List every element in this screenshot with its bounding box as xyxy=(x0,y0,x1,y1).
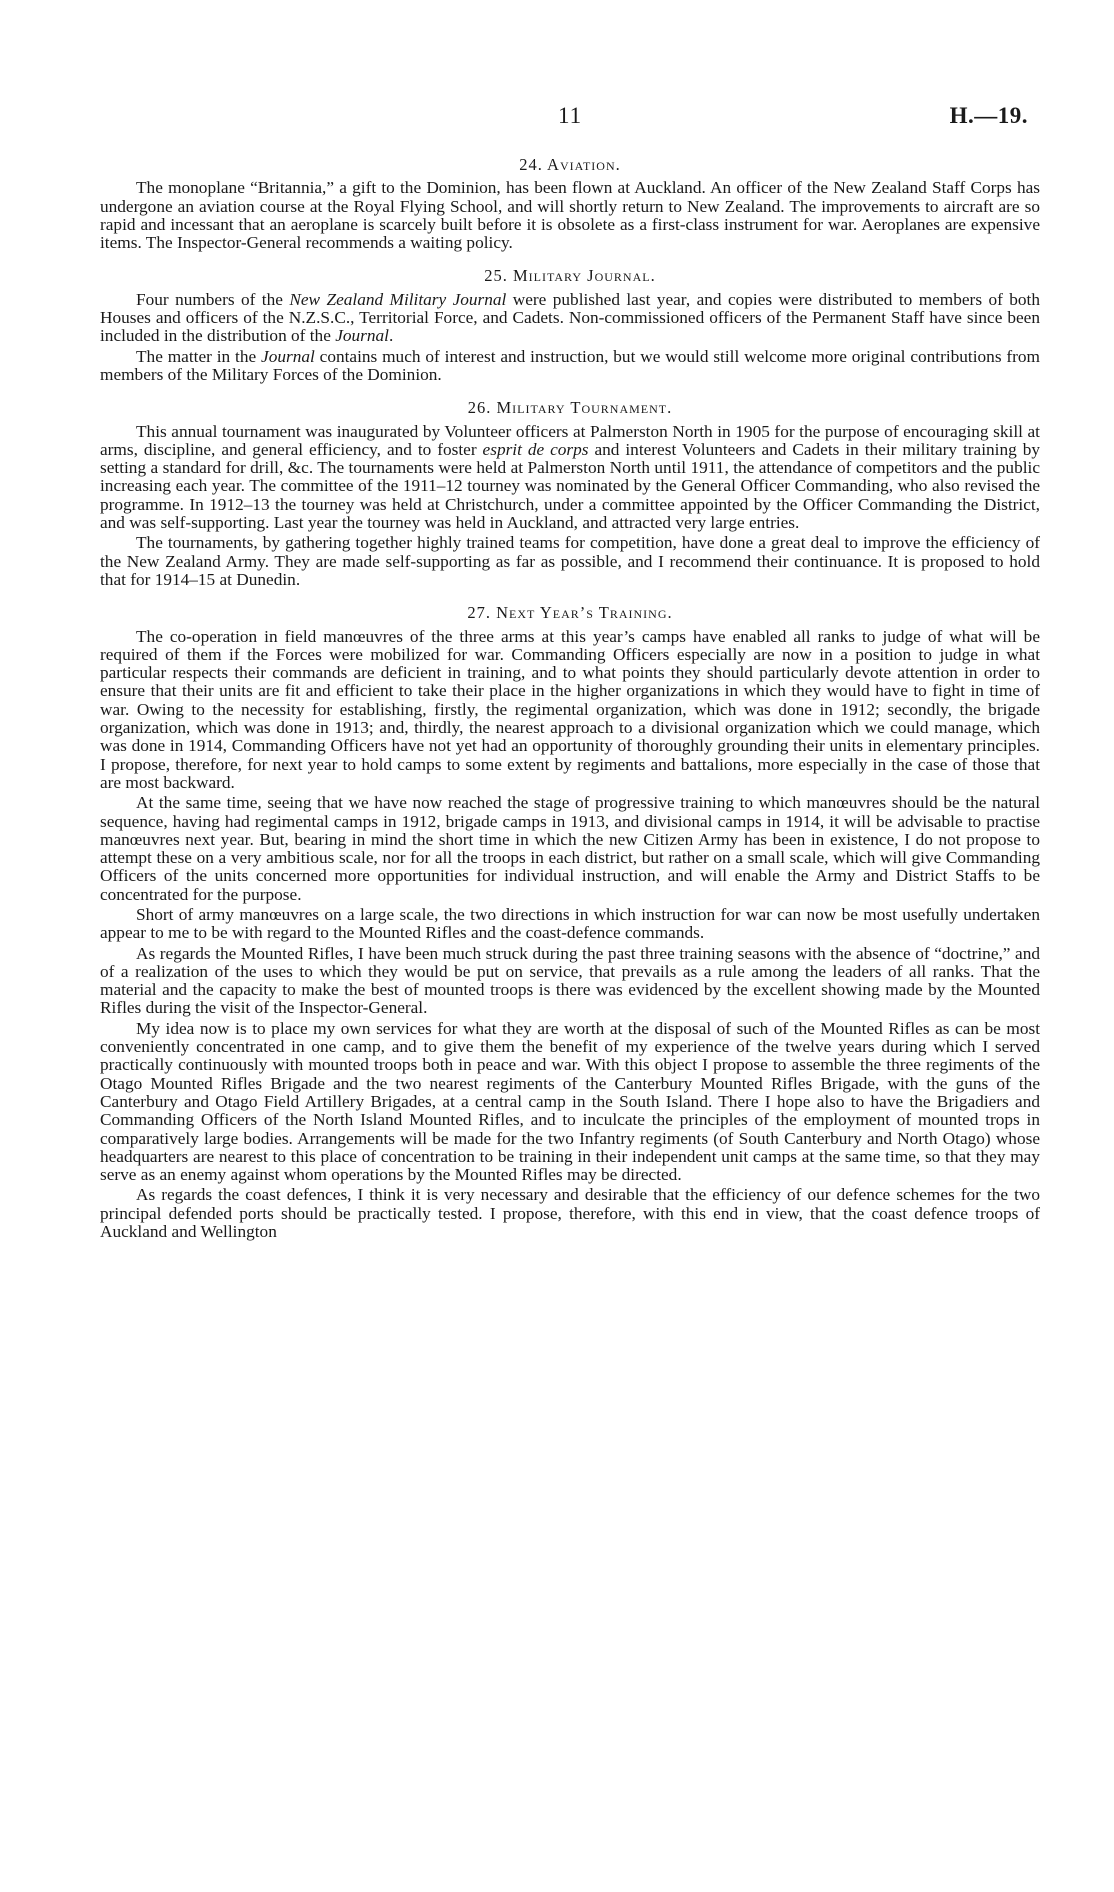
paragraph xyxy=(100,906,1040,943)
paragraph xyxy=(100,1186,1040,1241)
italic-text: Journal xyxy=(261,346,315,366)
section xyxy=(100,399,1040,589)
paragraph-text: This annual tournament was inaugurated by Volunteer officers at Palmerston North in 1905 for the purpose of encouraging skill at arms, discipline, and general efficiency, and to foster xyxy=(100,421,1040,459)
paragraph-text: . xyxy=(388,326,394,346)
paragraph-text: As regards the Mounted Rifles, I have been much struck during the past three training seasons with the absence of “doctrine,” and of a realization of the uses to which they would be put on service, that prevails as a rule among the leaders of all ranks. That the material and the capacity to make the best of mounted troops is there was evidenced by the excellent showing made by the Mounted Rifles during the visit of the Inspector-General. xyxy=(100,943,1040,1018)
italic-text: Journal xyxy=(335,326,389,346)
paragraph xyxy=(100,945,1040,1018)
section-heading: 25. Military Journal. xyxy=(484,266,656,286)
paragraph-text: The tournaments, by gathering together highly trained teams for competition, have done a great deal to improve the efficiency of the New Zealand Army. They are made self-supporting as far as possible, and I recommend their continuance. It is proposed to hold that for 1914–15 at Dunedin. xyxy=(100,533,1040,589)
paragraph-text: My idea now is to place my own services for what they are worth at the disposal of such of the Mounted Rifles as can be most conveniently concentrated in one camp, and to give them the benefit of my experience of the twelve years during which I served practically continuously with mounted troops both in peace and war. With this object I propose to assemble the three regiments of the Otago Mounted Rifles Brigade and the two nearest regiments of the Canterbury Mounted Rifles Brigade, with the guns of the Canterbury and Otago Field Artillery Brigades, at a central camp in the South Island. There I hope also to have the Brigadiers and Commanding Officers of the North Island Mounted Rifles, and to inculcate the principles of the employment of mounted trops in comparatively large bodies. Arrangements will be made for the two Infantry regiments (of South Canterbury and North Otago) whose headquarters are nearest to this place of concentration to be training in their independent unit camps at the same time, so that they may serve as an enemy against whom operations by the Mounted Rifles may be directed. xyxy=(100,1018,1040,1185)
paragraph-text: As regards the coast defences, I think it is very necessary and desirable that the efficiency of our defence schemes for the two principal defended ports should be practically tested. I propose, therefore, with this end in view, that the coast defence troops of Auckland and Wellington xyxy=(100,1185,1040,1242)
document-body xyxy=(100,156,1040,1256)
paragraph-text: The monoplane “Britannia,” a gift to the Dominion, has been flown at Auckland. An officer of the New Zealand Staff Corps has undergone an aviation course at the Royal Flying School, and will shortly return to New Zealand. The improvements to aircraft are so rapid and incessant that an aeroplane is scarcely built before it is obsolete as a first-class instrument for war. Aeroplanes are expensive items. The Inspector-General recommends a waiting policy. xyxy=(100,178,1040,253)
paragraph xyxy=(100,423,1040,533)
paragraph-text: The co-operation in field manœuvres of the three arms at this year’s camps have enabled all ranks to judge of what will be required of them if the Forces were mobilized for war. Commanding Officers especially are now in a position to judge in what particular respects their commands are deficient in training, and to what points they should particularly devote attention in order to ensure that their units are fit and efficient to take their place in the higher organizations in which they would have to fight in time of war. Owing to the necessity for establishing, firstly, the regimental organization, which was done in 1912; secondly, the brigade organization, which was done in 1913; and, thirdly, the nearest approach to a divisional organization which we could manage, which was done in 1914, Commanding Officers have not yet had an opportunity of thoroughly grounding their units in elementary principles. I propose, therefore, for next year to hold camps to some extent by regiments and battalions, more especially in the case of those that are most backward. xyxy=(100,626,1040,792)
paragraph-text: contains much of interest and instruction, but we would still welcome more original contributions from members of the Military Forces of the Dominion. xyxy=(100,346,1041,384)
paragraph xyxy=(100,534,1040,589)
paragraph xyxy=(100,1020,1040,1185)
paragraph-text: were published last year, and copies were distributed to members of both Houses and officers of the N.Z.S.C., Territorial Force, and Cadets. Non-commissioned officers of the Permanent Staff have since been included in the distribution of the xyxy=(100,289,1040,346)
page-header xyxy=(0,103,1114,139)
paragraph xyxy=(100,628,1040,793)
paragraph xyxy=(100,291,1040,346)
paragraph-text: Short of army manœuvres on a large scale, the two directions in which instruction for war can now be most usefully undertaken appear to me to be with regard to the Mounted Rifles and the coast-defence commands. xyxy=(100,904,1040,943)
paragraph-text: At the same time, seeing that we have now reached the stage of progressive training to which manœuvres should be the natural sequence, having had regimental camps in 1912, brigade camps in 1913, and divisional camps in 1914, it will be advisable to practise manœuvres next year. But, bearing in mind the short time in which the new Citizen Army has been in existence, I do not propose to attempt these on a very ambitious scale, nor for all the troops in each district, but rather on a small scale, which will give Commanding Officers of the units concerned more opportunities for individual instruction, and will enable the Army and District Staffs to be concentrated for the purpose. xyxy=(100,793,1040,904)
paragraph xyxy=(100,179,1040,252)
paragraph xyxy=(100,348,1040,385)
page-number: 11 xyxy=(558,103,583,128)
document-reference: H.—19. xyxy=(949,103,1028,128)
section-heading: 26. Military Tournament. xyxy=(467,398,673,418)
paragraph-text: and interest Volunteers and Cadets in their military training by setting a standard for drill, &c. The tournaments were held at Palmerston North until 1911, the attendance of competitors and the public increasing each year. The committee of the 1911–12 tourney was nominated by the General Officer Commanding, who also revised the programme. In 1912–13 the tourney was held at Christchurch, under a committee appointed by the Officer Commanding the District, and was self-supporting. Last year the tourney was held in Auckland, and attracted very large entries. xyxy=(100,439,1040,533)
italic-text: New Zealand Military Journal xyxy=(289,289,507,309)
paragraph-text: The matter in the xyxy=(136,346,262,366)
paragraph xyxy=(100,794,1040,904)
section xyxy=(100,267,1040,384)
paragraph-text: Four numbers of the xyxy=(136,289,290,309)
italic-text: esprit de corps xyxy=(482,439,589,459)
section xyxy=(100,156,1040,252)
section xyxy=(100,604,1040,1241)
section-heading: 27. Next Year’s Training. xyxy=(467,603,673,623)
section-heading: 24. Aviation. xyxy=(519,155,621,174)
